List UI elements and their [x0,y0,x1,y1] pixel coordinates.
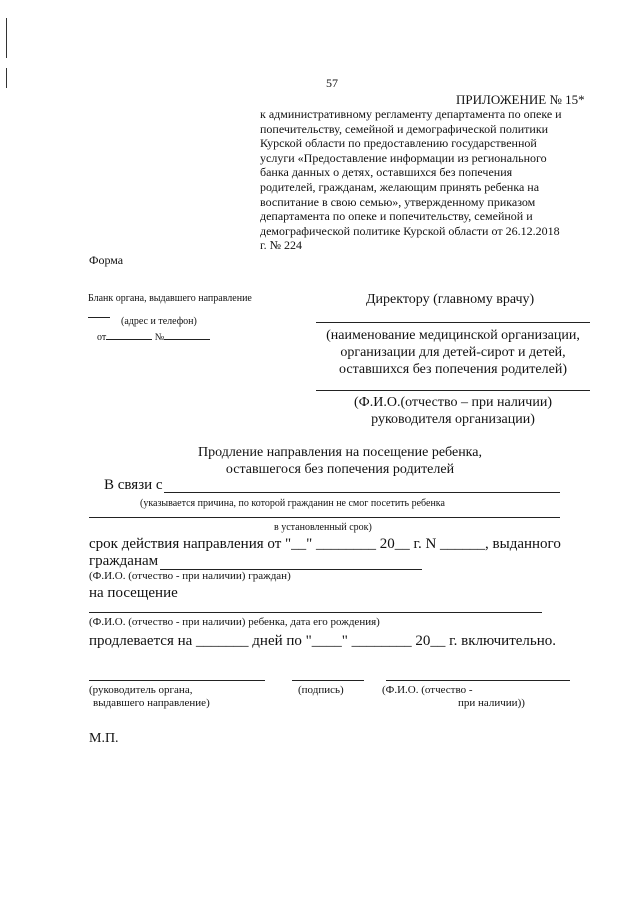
director-fio-hint-1: (Ф.И.О.(отчество – при наличии) [354,395,552,410]
preamble-line: банка данных о детях, оставшихся без попечения [260,165,513,180]
org-name-line [316,322,590,323]
fio-signature-line [386,680,570,681]
child-line [89,612,542,613]
preamble-line: воспитание в свою семью», утвержденному приказом [260,194,536,209]
appendix-title: ПРИЛОЖЕНИЕ № 15* [456,92,585,107]
preamble-line: г. № 224 [260,238,303,253]
reason-line [164,492,560,493]
date-prefix: от [97,332,107,343]
visit-label: на посещение [89,585,178,601]
signature-line [292,680,364,681]
validity-line: срок действия направления от "__" ________ 20__ г. N ______, выданного [89,536,561,552]
head-hint-2: выдавшего направление) [93,697,210,709]
citizens-label: гражданам [89,553,159,569]
preamble-line: к административному регламенту департамента по опеке и [260,107,562,121]
preamble-line: попечительству, семейной и демографической политики [260,121,549,136]
org-hint-2: организации для детей-сирот и детей, [340,345,566,360]
org-hint-3: оставшихся без попечения родителей) [339,362,567,377]
stamp-label: М.П. [89,731,119,746]
appendix-preamble [260,107,584,253]
date-number-row [97,330,210,343]
document-title-line-1: Продление направления на посещение ребенка, [197,445,482,460]
scan-edge-mark [6,68,7,88]
child-hint: (Ф.И.О. (отчество - при наличии) ребенка, дата его рождения) [89,616,380,628]
preamble-line: департамента по опеке и попечительству, семейной и [260,209,533,224]
document-title-line-2: оставшегося без попечения родителей [225,462,455,477]
director-fio-hint-2: руководителя организации) [371,412,535,427]
preamble-line: родителей, гражданам, желающим принять ребенка на [260,179,540,194]
recipient-title: Директору (главному врачу) [366,292,535,307]
fio-hint-2: при наличии)) [458,697,525,709]
reason-hint-cont: в установленный срок) [274,522,372,533]
citizens-hint: (Ф.И.О. (отчество - при наличии) граждан) [89,570,291,582]
fio-hint-1: (Ф.И.О. (отчество - [382,684,473,696]
org-hint-1: (наименование медицинской организации, [326,328,580,343]
reason-intro: В связи с [104,477,163,493]
reason-line-2 [89,517,560,518]
signature-hint: (подпись) [298,684,344,696]
head-hint-1: (руководитель органа, [89,684,193,696]
preamble-line: Курской области по предоставлению государственной [260,136,537,151]
date-blank [106,330,152,340]
preamble-line: услуги «Предоставление информации из регионального [260,150,547,165]
reason-hint: (указывается причина, по которой гражданин не смог посетить ребенка [140,498,445,509]
scan-edge-mark [6,18,7,58]
preamble-line: демографической политике Курской области от 26.12.2018 [260,223,560,238]
address-line [88,317,110,318]
head-signature-line [89,680,265,681]
form-label: Форма [89,253,124,267]
page-number: 57 [326,76,338,90]
address-hint: (адрес и телефон) [121,316,197,327]
blank-label: Бланк органа, выдавшего направление [88,293,252,304]
extended-line: продлевается на _______ дней по "____" ________ 20__ г. включительно. [89,633,557,649]
number-blank [164,330,210,340]
number-prefix: № [154,332,165,343]
director-fio-line [316,390,590,391]
